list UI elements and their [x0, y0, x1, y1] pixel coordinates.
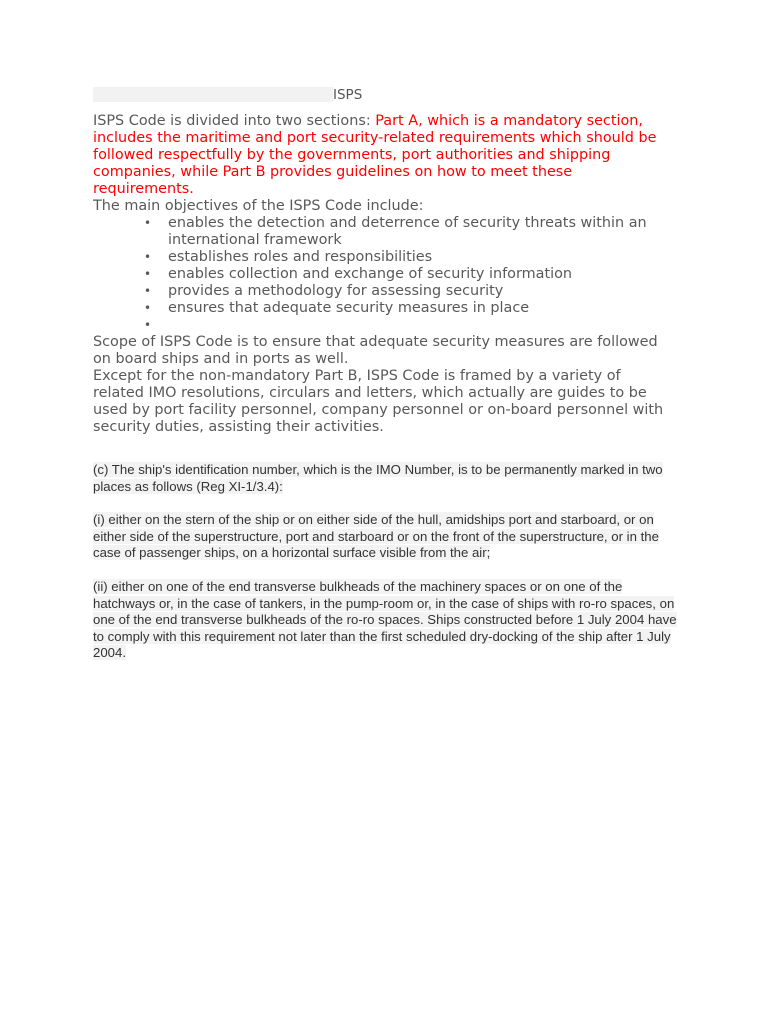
bullet-icon: • [144, 250, 152, 264]
list-item [93, 249, 673, 266]
bullet-icon: • [144, 284, 152, 298]
regulation-text-c: (c) The ship's identification number, which is the IMO Number, is to be permanently marked in two places as follows (Reg XI-1/3.4): [93, 462, 663, 494]
bullet-icon: • [144, 216, 152, 230]
regulation-paragraph-i [93, 512, 683, 562]
objectives-list [93, 215, 673, 334]
title-shading [93, 87, 333, 102]
regulation-text-i: (i) either on the stern of the ship or on either side of the hull, amidships port and starboard, or on either side of the superstructure, port and starboard or on the front of the superstructure, or in the case of passenger ships, on a horizontal surface visible from the air; [93, 512, 659, 561]
intro-paragraph [93, 113, 673, 198]
list-item [93, 215, 673, 249]
intro-highlight: Part A, which is a mandatory section, includes the maritime and port security-related requirements which should be followed respectfully by the governments, port authorities and shipping companies, while Part B provides guidelines on how to meet these requirements. [93, 113, 657, 197]
bullet-icon: • [144, 318, 152, 332]
scope-paragraph: Scope of ISPS Code is to ensure that adequate security measures are followed on board ships and in ports as well. [93, 334, 658, 367]
list-item-text: provides a methodology for assessing security [168, 283, 504, 299]
list-item-text: establishes roles and responsibilities [168, 249, 433, 265]
objectives-heading: The main objectives of the ISPS Code include: [93, 198, 424, 214]
list-item [93, 266, 673, 283]
regulation-text-ii: (ii) either on one of the end transverse bulkheads of the machinery spaces or on one of the hatchways or, in the case of tankers, in the pump-room or, in the case of ships with ro-ro spaces, on one of the end transverse bulkheads of the ro-ro spaces. Ships constructed before 1 July 2004 have to comply with this requirement not later than the first scheduled dry-docking of the ship after 1 July 2004. [93, 579, 677, 661]
list-item [93, 300, 673, 317]
list-item-text: enables the detection and deterrence of security threats within an international framework [168, 215, 647, 248]
bullet-icon: • [144, 267, 152, 281]
list-item-text: ensures that adequate security measures in place [168, 300, 530, 316]
list-item-text: enables collection and exchange of security information [168, 266, 573, 282]
list-item [93, 317, 673, 334]
bullet-icon: • [144, 301, 152, 315]
document-title: ISPS [333, 87, 363, 103]
except-paragraph: Except for the non-mandatory Part B, ISPS Code is framed by a variety of related IMO resolutions, circulars and letters, which actually are guides to be used by port facility personnel, company personnel or on-board personnel with security duties, assisting their activities. [93, 368, 664, 435]
regulation-paragraph-ii [93, 579, 683, 662]
list-item [93, 283, 673, 300]
intro-lead: ISPS Code is divided into two sections: [93, 113, 376, 129]
regulation-paragraph-c [93, 462, 683, 495]
